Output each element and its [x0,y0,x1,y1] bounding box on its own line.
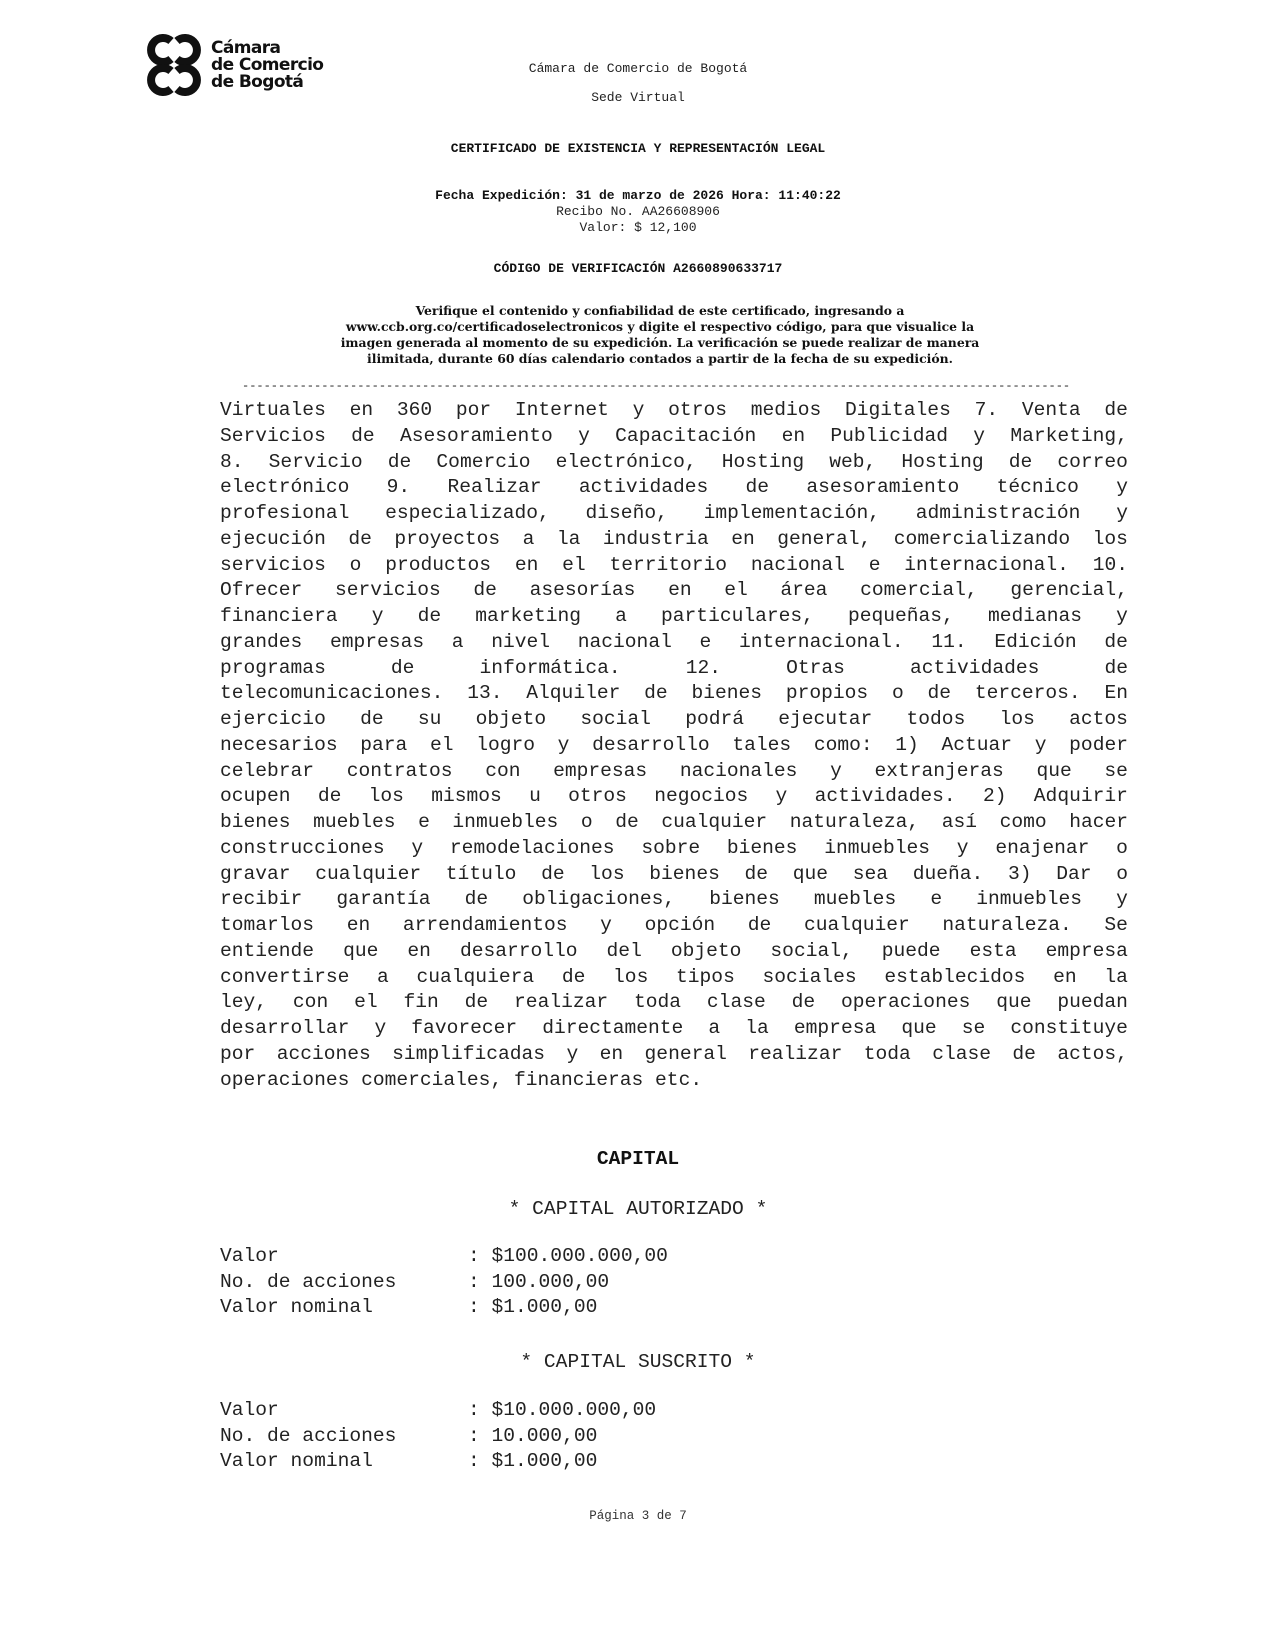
capital-value: : $10.000.000,00 [468,1399,657,1421]
capital-label: No. de acciones [220,1424,397,1447]
body-line: profesional especializado, diseño, implementación, administración y [220,502,1128,524]
objeto-social-text [220,398,1128,1093]
page-number: Página 3 de 7 [589,1509,687,1523]
body-line: Servicios de Asesoramiento y Capacitación en Publicidad y Marketing, [220,424,1128,447]
separator-line: ------------------------------------------------------------------------------------------------------------------- [242,380,1071,392]
body-line: por acciones simplificadas y en general realizar toda clase de actos, [220,1042,1128,1065]
capital-suscrito-table [220,1398,656,1475]
body-line: bienes muebles e inmuebles o de cualquier naturaleza, así como hacer [220,811,1128,833]
body-line: ocupen de los mismos u otros negocios y actividades. 2) Adquirir [220,785,1128,808]
body-line: operaciones comerciales, financieras etc. [220,1068,703,1091]
capital-label: Valor nominal [220,1450,373,1472]
body-line: grandes empresas a nivel nacional e internacional. 11. Edición de [220,630,1128,653]
capital-value: : 10.000,00 [468,1424,598,1447]
document-title: CERTIFICADO DE EXISTENCIA Y REPRESENTACIÓN LEGAL [450,141,826,156]
body-line: programas de informática. 12. Otras actividades de [220,656,1128,679]
body-line: entiende que en desarrollo del objeto social, puede esta empresa [220,939,1128,962]
capital-label: Valor [220,1245,279,1267]
capital-row [220,1244,668,1270]
body-line: ejercicio de su objeto social podrá ejecutar todos los actos [220,708,1128,730]
body-line: 8. Servicio de Comercio electrónico, Hosting web, Hosting de correo [220,450,1128,473]
body-line: financiera y de marketing a particulares, pequeñas, medianas y [220,605,1128,627]
org-name: Cámara de Comercio de Bogotá [528,61,748,76]
capital-value: : 100.000,00 [468,1270,610,1293]
body-line: necesarios para el logro y desarrollo tales como: 1) Actuar y poder [220,733,1128,756]
capital-row [220,1424,656,1450]
capital-value: : $100.000.000,00 [468,1245,668,1267]
capital-label: No. de acciones [220,1270,397,1293]
notice-line: www.ccb.org.co/certificadoselectronicos y digite el respectivo código, para que visualice la [345,319,975,334]
body-line: gravar cualquier título de los bienes de que sea dueña. 3) Dar o [220,862,1128,885]
capital-row [220,1270,668,1296]
capital-autorizado-heading: * CAPITAL AUTORIZADO * [508,1198,768,1220]
logo-line: de Bogotá [211,71,304,92]
body-line: ejecución de proyectos a la industria en general, comercializando los [220,527,1128,550]
body-line: desarrollar y favorecer directamente a la empresa que se constituye [220,1017,1128,1039]
capital-row [220,1295,668,1321]
fecha-expedicion: Fecha Expedición: 31 de marzo de 2026 Hora: 11:40:22 [435,188,841,203]
capital-row [220,1449,656,1475]
body-line: telecomunicaciones. 13. Alquiler de bienes propios o de terceros. En [220,682,1128,705]
capital-label: Valor [220,1399,279,1421]
capital-row [220,1398,656,1424]
capital-suscrito-heading: * CAPITAL SUSCRITO * [520,1351,756,1373]
body-line: servicios o productos en el territorio nacional e internacional. 10. [220,553,1128,576]
verification-code: CÓDIGO DE VERIFICACIÓN A2660890633717 [493,261,783,276]
capital-label: Valor nominal [220,1296,373,1318]
receipt-value: Valor: $ 12,100 [579,220,697,235]
logo-line: de Comercio [211,54,324,75]
notice-line: Verifique el contenido y confiabilidad de este certificado, ingresando a [415,303,905,318]
verification-notice [230,303,1090,367]
body-line: construcciones y remodelaciones sobre bienes inmuebles y enajenar o [220,836,1128,859]
body-line: tomarlos en arrendamientos y opción de cualquier naturaleza. Se [220,914,1128,936]
body-line: celebrar contratos con empresas nacionales y extranjeras que se [220,759,1128,782]
body-line: Ofrecer servicios de asesorías en el área comercial, gerencial, [220,579,1128,602]
body-line: Virtuales en 360 por Internet y otros medios Digitales 7. Venta de [220,399,1128,421]
body-line: ley, con el fin de realizar toda clase de operaciones que puedan [220,991,1128,1014]
capital-value: : $1.000,00 [468,1296,598,1318]
logo-line: Cámara [211,37,281,58]
capital-autorizado-table [220,1244,668,1321]
body-line: electrónico 9. Realizar actividades de asesoramiento técnico y [220,476,1128,499]
body-line: recibir garantía de obligaciones, bienes muebles e inmuebles y [220,888,1128,911]
notice-line: imagen generada al momento de su expedición. La verificación se puede realizar de manera [340,335,980,350]
sede-label: Sede Virtual [591,90,685,105]
notice-line: ilimitada, durante 60 días calendario contados a partir de la fecha de su expedición. [367,351,953,366]
recibo-number: Recibo No. AA26608906 [556,204,720,219]
capital-value: : $1.000,00 [468,1450,598,1472]
body-line: convertirse a cualquiera de los tipos sociales establecidos en la [220,965,1128,988]
capital-title: CAPITAL [596,1148,680,1170]
